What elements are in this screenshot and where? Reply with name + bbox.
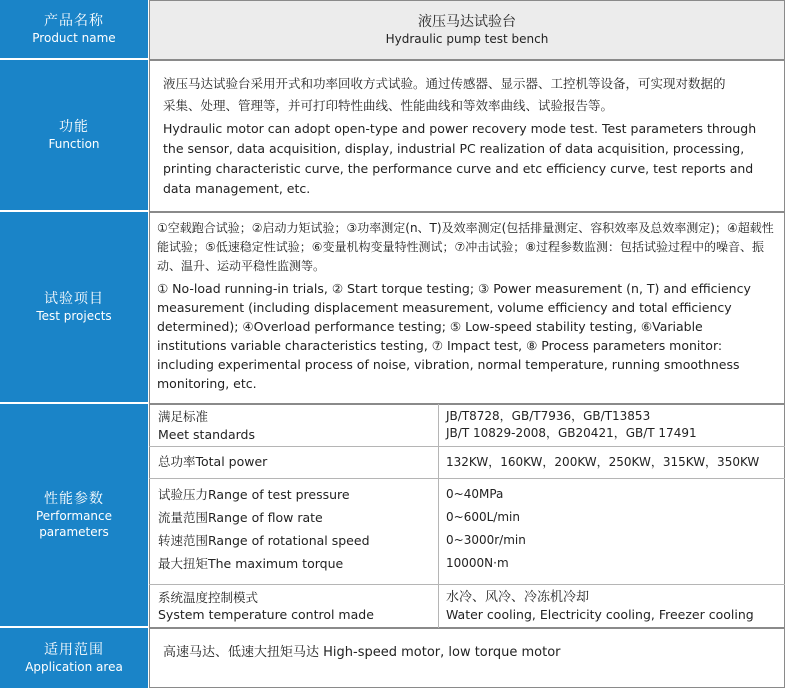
- product-name-header: [0, 0, 148, 60]
- temp-label-zh: 系统温度控制模式: [158, 590, 259, 605]
- total-power-label: 总功率Total power: [158, 454, 268, 469]
- standards-label-zh: 满足标准: [158, 409, 209, 424]
- test-projects-cell: [149, 212, 785, 404]
- torque-value: 10000N·m: [446, 556, 509, 570]
- performance-divider-1: [149, 446, 785, 447]
- product-name-value-zh: 液压马达试验台: [418, 14, 516, 30]
- test-projects-label-en: Test projects: [36, 309, 112, 323]
- row-performance: [0, 404, 786, 628]
- row-function: [0, 60, 786, 212]
- product-name-value-en: Hydraulic pump test bench: [385, 32, 549, 46]
- performance-divider-vertical: [438, 404, 439, 628]
- standards-value-1: JB/T8728，GB/T7936，GB/T13853: [446, 409, 651, 423]
- application-label-en: Application area: [25, 660, 123, 674]
- standards-label-en: Meet standards: [158, 427, 255, 442]
- application-cell: [149, 628, 785, 688]
- application-header: [0, 628, 148, 688]
- row-product-name: [0, 0, 786, 60]
- speed-value: 0~3000r/min: [446, 533, 526, 547]
- test-projects-header: [0, 212, 148, 404]
- pressure-value: 0~40MPa: [446, 487, 504, 501]
- function-text-zh-2: 采集、处理、管理等，并可打印特性曲线、性能曲线和等效率曲线、试验报告等。: [163, 98, 614, 113]
- total-power-value: 132KW，160KW，200KW，250KW，315KW，350KW: [446, 455, 760, 469]
- standards-value-2: JB/T 10829-2008，GB20421，GB/T 17491: [446, 426, 697, 440]
- flow-value: 0~600L/min: [446, 510, 520, 524]
- application-label-zh: 适用范围: [44, 642, 104, 658]
- performance-label-zh: 性能参数: [44, 491, 104, 507]
- application-text: 高速马达、低速大扭矩马达 High-speed motor, low torque motor: [163, 645, 561, 660]
- function-text-zh-1: 液压马达试验台采用开式和功率回收方式试验。通过传感器、显示器、工控机等设备，可实现对数据的: [163, 76, 726, 91]
- torque-label: 最大扭矩The maximum torque: [158, 556, 344, 571]
- test-projects-text-zh: ①空载跑合试验；②启动力矩试验；③功率测定(n、T)及效率测定(包括排量测定、容积效率及总效率测定)；④超载性能试验；⑤低速稳定性试验；⑥变量机构变量特性测试；⑦冲击试验；⑧过程参数监测：包括试验过程中的噪音、振动、温升、运动平稳性监测等。: [157, 221, 774, 273]
- temp-value-en: Water cooling, Electricity cooling, Freezer cooling: [446, 607, 754, 622]
- test-projects-label-zh: 试验项目: [44, 291, 104, 307]
- product-name-cell: [149, 0, 785, 60]
- product-name-label-en: Product name: [32, 31, 116, 45]
- flow-label: 流量范围Range of flow rate: [158, 510, 323, 525]
- temp-value-zh: 水冷、风冷、冷冻机冷却: [446, 590, 590, 605]
- performance-divider-2: [149, 478, 785, 479]
- function-text-en: Hydraulic motor can adopt open-type and power recovery mode test. Test parameters through the sensor, data acquisition, display, industrial PC realization of data acquisition, processing, printing characteristic curve, the performance curve and etc efficiency curve, test reports and data management, etc.: [163, 121, 757, 196]
- function-label-en: Function: [48, 137, 100, 151]
- pressure-label: 试验压力Range of test pressure: [158, 487, 350, 502]
- function-cell: [149, 60, 785, 212]
- performance-divider-3: [149, 584, 785, 585]
- row-application: [0, 628, 786, 688]
- performance-header: [0, 404, 148, 628]
- function-header: [0, 60, 148, 212]
- temp-label-en: System temperature control made: [158, 607, 374, 622]
- test-projects-text-en: ① No-load running-in trials, ② Start torque testing; ③ Power measurement (n, T) and efficiency measurement (including displacement measurement, volume efficiency and total efficiency determined); ④Overload performance testing; ⑤ Low-speed stability testing, ⑥Variable institutions variable characteristics testing, ⑦ Impact test, ⑧ Process parameters monitor: including experimental process of noise, vibration, normal temperature, running smoothness monitoring, etc.: [157, 281, 751, 391]
- performance-label-en: Performance parameters: [35, 509, 113, 539]
- speed-label: 转速范围Range of rotational speed: [158, 533, 370, 548]
- product-name-label-zh: 产品名称: [44, 13, 104, 29]
- function-label-zh: 功能: [59, 119, 89, 135]
- row-test-projects: [0, 212, 786, 404]
